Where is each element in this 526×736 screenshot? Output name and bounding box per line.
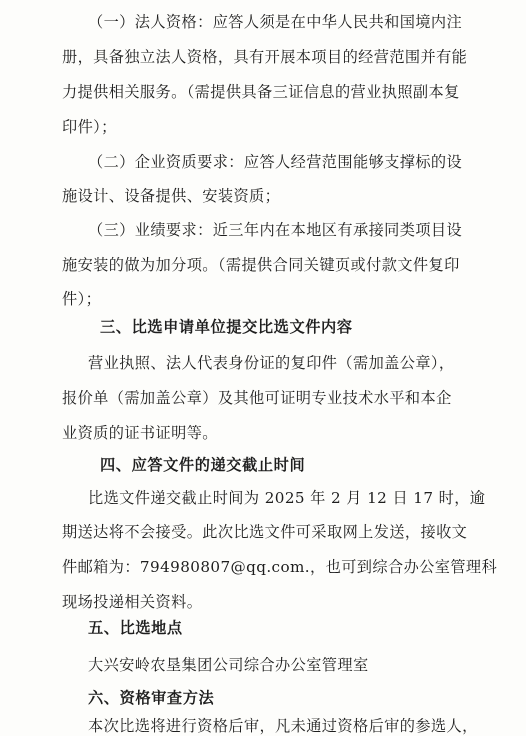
qualification-item-2-line-2: 施设计、设备提供、安装资质； <box>62 187 281 205</box>
qualification-item-1-line-1: （一）法人资格：应答人须是在中华人民共和国境内注 <box>88 13 463 31</box>
qualification-item-3-line-1: （三）业绩要求：近三年内在本地区有承接同类项目设 <box>88 221 463 239</box>
section-5-heading: 五、比选地点 <box>88 619 183 637</box>
qualification-item-1-line-3: 力提供相关服务。（需提供具备三证信息的营业执照副本复 <box>62 83 460 101</box>
qualification-item-3-line-2: 施安装的做为加分项。（需提供合同关键页或付款文件复印 <box>62 256 460 274</box>
section-5-line-1: 大兴安岭农垦集团公司综合办公室管理室 <box>88 656 369 674</box>
section-4-heading: 四、应答文件的递交截止时间 <box>100 456 306 474</box>
qualification-item-2-line-1: （二）企业资质要求：应答人经营范围能够支撑标的设 <box>88 153 463 171</box>
section-4-line-3: 件邮箱为：794980807@qq.com.，也可到综合办公室管理科 <box>62 558 498 576</box>
section-3-heading: 三、比选申请单位提交比选文件内容 <box>100 318 353 336</box>
section-4-line-4: 现场投递相关资料。 <box>62 593 203 611</box>
section-4-line-1: 比选文件递交截止时间为 2025 年 2 月 12 日 17 时，逾 <box>88 489 486 507</box>
section-3-line-3: 业资质的证书证明等。 <box>62 424 218 442</box>
section-4-line-2: 期送达将不会接受。此次比选文件可采取网上发送，接收文 <box>62 523 468 541</box>
qualification-item-1-line-4: 印件）； <box>62 118 117 136</box>
qualification-item-1-line-2: 册，具备独立法人资格，具有开展本项目的经营范围并有能 <box>62 48 468 66</box>
section-6-heading: 六、资格审查方法 <box>88 689 215 707</box>
section-6-line-1: 本次比选将进行资格后审，凡未通过资格后审的参选人， <box>88 717 478 735</box>
section-3-line-1: 营业执照、法人代表身份证的复印件（需加盖公章）， <box>88 354 455 372</box>
qualification-item-3-line-3: 件）； <box>62 290 102 308</box>
section-3-line-2: 报价单（需加盖公章）及其他可证明专业技术水平和本企 <box>62 389 452 407</box>
